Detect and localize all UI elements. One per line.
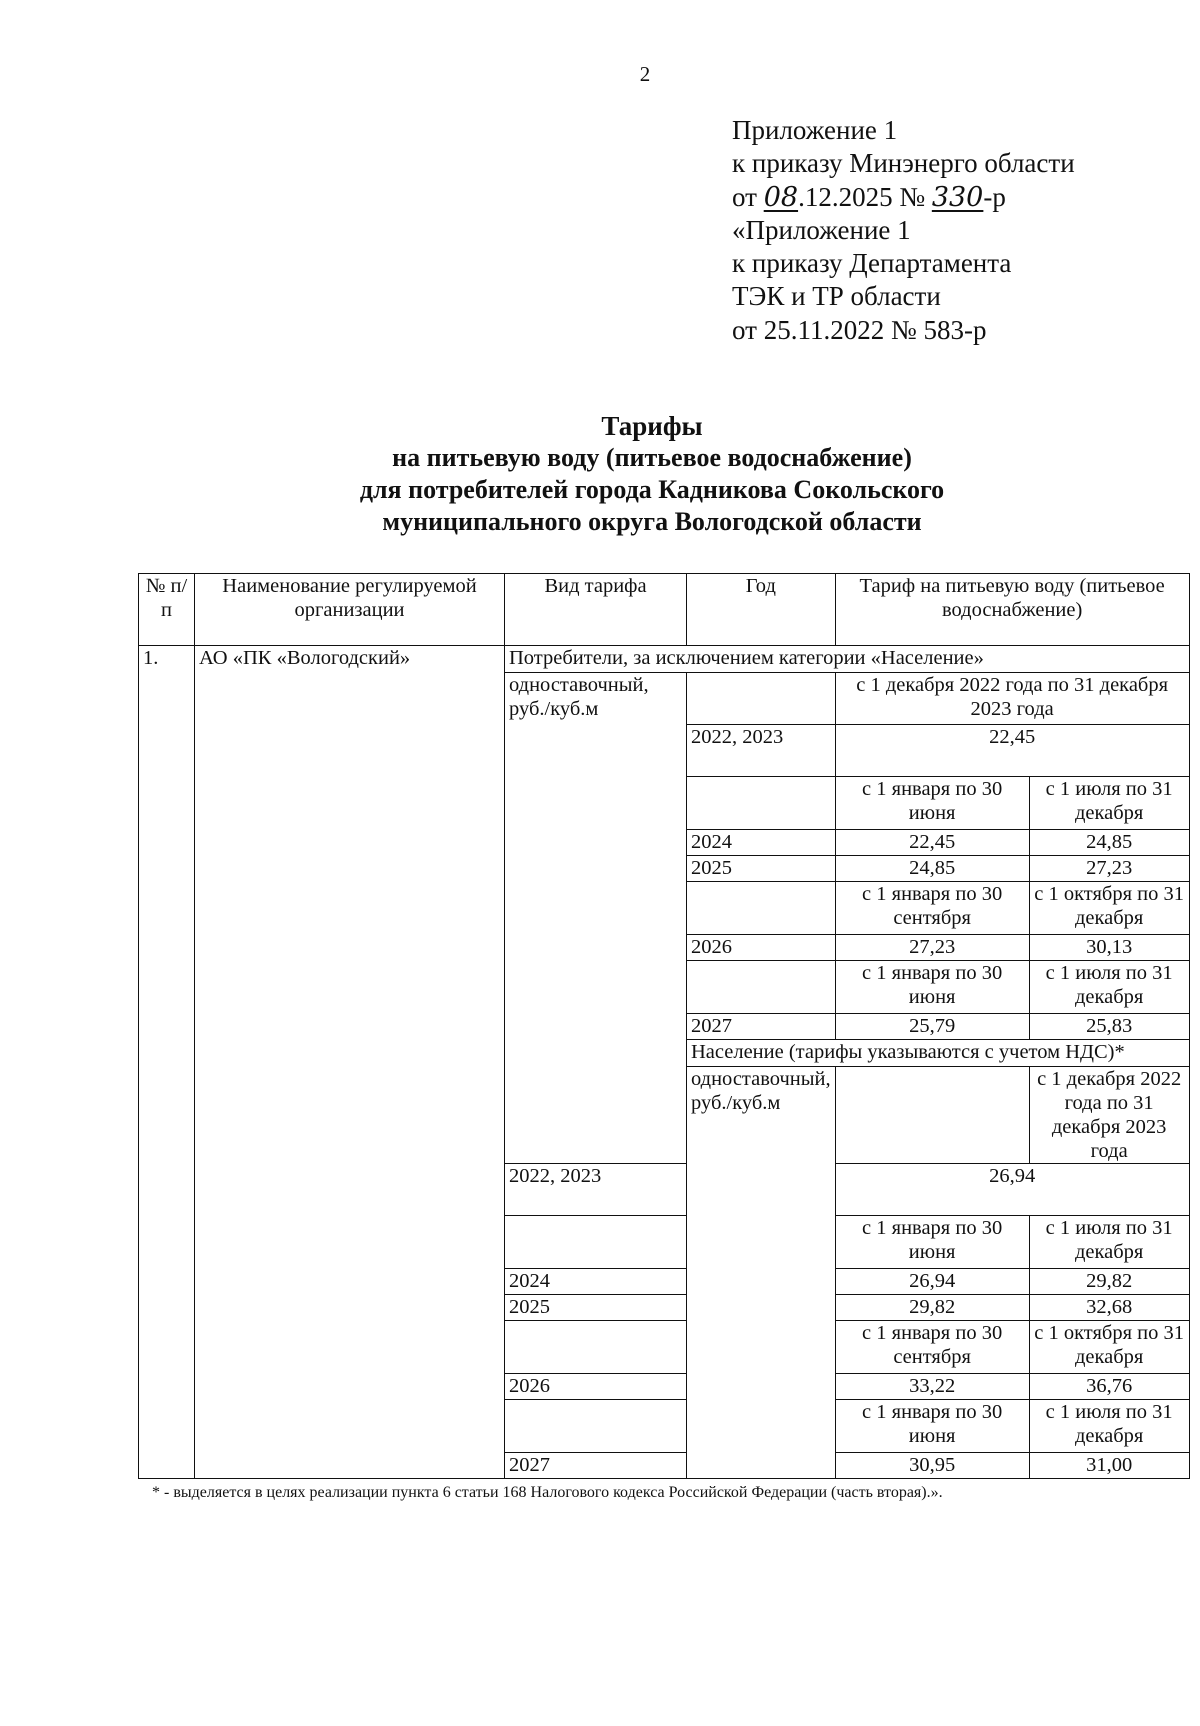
period-header: с 1 января по 30 июня bbox=[835, 1216, 1029, 1269]
appendix-line: к приказу Минэнерго области bbox=[732, 148, 1075, 179]
appendix-text: -р bbox=[983, 181, 1006, 212]
appendix-line: от 25.11.2022 № 583-р bbox=[732, 314, 987, 345]
tariff-type: одноставочный, руб./куб.м bbox=[687, 1067, 836, 1479]
period-header: с 1 декабря 2022 года по 31 декабря 2023 года bbox=[1029, 1067, 1189, 1164]
table-header-row bbox=[139, 574, 1190, 646]
title-line: на питьевую воду (питьевое водоснабжение) bbox=[392, 443, 912, 472]
tariff-value: 33,22 bbox=[835, 1374, 1029, 1400]
page-number: 2 bbox=[639, 62, 651, 86]
period-header: с 1 июля по 31 декабря bbox=[1029, 961, 1189, 1014]
period-header: с 1 июля по 31 декабря bbox=[1029, 1216, 1189, 1269]
year-cell: 2022, 2023 bbox=[505, 1164, 687, 1216]
tariff-value: 27,23 bbox=[835, 935, 1029, 961]
appendix-line: «Приложение 1 bbox=[732, 214, 911, 245]
tariff-value: 30,13 bbox=[1029, 935, 1189, 961]
tariff-value: 31,00 bbox=[1029, 1453, 1189, 1479]
header-tariff: Тариф на питьевую воду (питьевое водоснабжение) bbox=[835, 574, 1189, 646]
period-header: с 1 января по 30 сентября bbox=[835, 882, 1029, 935]
tariff-value: 22,45 bbox=[835, 725, 1189, 777]
appendix-line: ТЭК и ТР области bbox=[732, 281, 941, 312]
year-cell: 2026 bbox=[505, 1374, 687, 1400]
tariff-value: 30,95 bbox=[835, 1453, 1029, 1479]
year-cell-empty bbox=[505, 1216, 687, 1269]
handwritten-day: 08 bbox=[763, 181, 799, 213]
period-header: с 1 июля по 31 декабря bbox=[1029, 777, 1189, 830]
category-label: Потребители, за исключением категории «Население» bbox=[505, 646, 1190, 673]
year-cell-empty bbox=[687, 673, 836, 725]
tariff-type: одноставочный, руб./куб.м bbox=[505, 673, 687, 1164]
header-year: Год bbox=[687, 574, 836, 646]
tariff-value: 25,79 bbox=[835, 1014, 1029, 1040]
tariff-value: 26,94 bbox=[835, 1269, 1029, 1295]
period-header: с 1 декабря 2022 года по 31 декабря 2023 года bbox=[835, 673, 1189, 725]
year-cell-empty bbox=[505, 1400, 687, 1453]
appendix-text: .12.2025 № bbox=[798, 181, 932, 212]
tariff-table bbox=[138, 573, 1190, 1479]
year-cell: 2022, 2023 bbox=[687, 725, 836, 777]
appendix-text: от bbox=[732, 181, 764, 212]
appendix-line: Приложение 1 bbox=[732, 115, 898, 145]
title-line: муниципального округа Вологодской области bbox=[382, 507, 922, 536]
year-cell: 2025 bbox=[505, 1295, 687, 1321]
tariff-value: 29,82 bbox=[1029, 1269, 1189, 1295]
row-number: 1. bbox=[139, 646, 195, 1479]
period-header: с 1 июля по 31 декабря bbox=[1029, 1400, 1189, 1453]
header-num: № п/п bbox=[139, 574, 195, 646]
year-cell-empty bbox=[505, 1321, 687, 1374]
tariff-value: 22,45 bbox=[835, 830, 1029, 856]
year-cell-empty bbox=[687, 777, 836, 830]
period-header: с 1 января по 30 сентября bbox=[835, 1321, 1029, 1374]
tariff-value: 27,23 bbox=[1029, 856, 1189, 882]
tariff-value: 24,85 bbox=[1029, 830, 1189, 856]
header-type: Вид тарифа bbox=[505, 574, 687, 646]
year-cell: 2026 bbox=[687, 935, 836, 961]
appendix-block bbox=[732, 114, 1075, 347]
handwritten-number: 330 bbox=[931, 181, 984, 213]
year-cell: 2025 bbox=[687, 856, 836, 882]
year-cell-empty bbox=[687, 961, 836, 1014]
appendix-line: к приказу Департамента bbox=[732, 248, 1012, 279]
period-header: с 1 января по 30 июня bbox=[835, 777, 1029, 830]
organization-name: АО «ПК «Вологодский» bbox=[195, 646, 505, 1479]
tariff-value: 36,76 bbox=[1029, 1374, 1189, 1400]
period-header: с 1 октября по 31 декабря bbox=[1029, 882, 1189, 935]
year-cell-empty bbox=[835, 1067, 1029, 1164]
category-label: Население (тарифы указываются с учетом НДС)* bbox=[687, 1040, 1190, 1067]
year-cell: 2027 bbox=[687, 1014, 836, 1040]
category-row bbox=[139, 646, 1190, 673]
appendix-order-date bbox=[732, 181, 1075, 214]
period-header: с 1 октября по 31 декабря bbox=[1029, 1321, 1189, 1374]
year-cell-empty bbox=[687, 882, 836, 935]
title-line: Тарифы bbox=[601, 411, 703, 441]
year-cell: 2024 bbox=[505, 1269, 687, 1295]
tariff-value: 26,94 bbox=[835, 1164, 1189, 1216]
period-header: с 1 января по 30 июня bbox=[835, 961, 1029, 1014]
document-title bbox=[300, 410, 1004, 538]
tariff-value: 32,68 bbox=[1029, 1295, 1189, 1321]
title-line: для потребителей города Кадникова Сокольского bbox=[359, 475, 945, 504]
tariff-value: 24,85 bbox=[835, 856, 1029, 882]
header-org: Наименование регулируемой организации bbox=[195, 574, 505, 646]
tariff-value: 25,83 bbox=[1029, 1014, 1189, 1040]
footnote: * - выделяется в целях реализации пункта 6 статьи 168 Налогового кодекса Российской Федерации (часть вторая).». bbox=[152, 1484, 943, 1501]
tariff-value: 29,82 bbox=[835, 1295, 1029, 1321]
period-header: с 1 января по 30 июня bbox=[835, 1400, 1029, 1453]
year-cell: 2024 bbox=[687, 830, 836, 856]
year-cell: 2027 bbox=[505, 1453, 687, 1479]
